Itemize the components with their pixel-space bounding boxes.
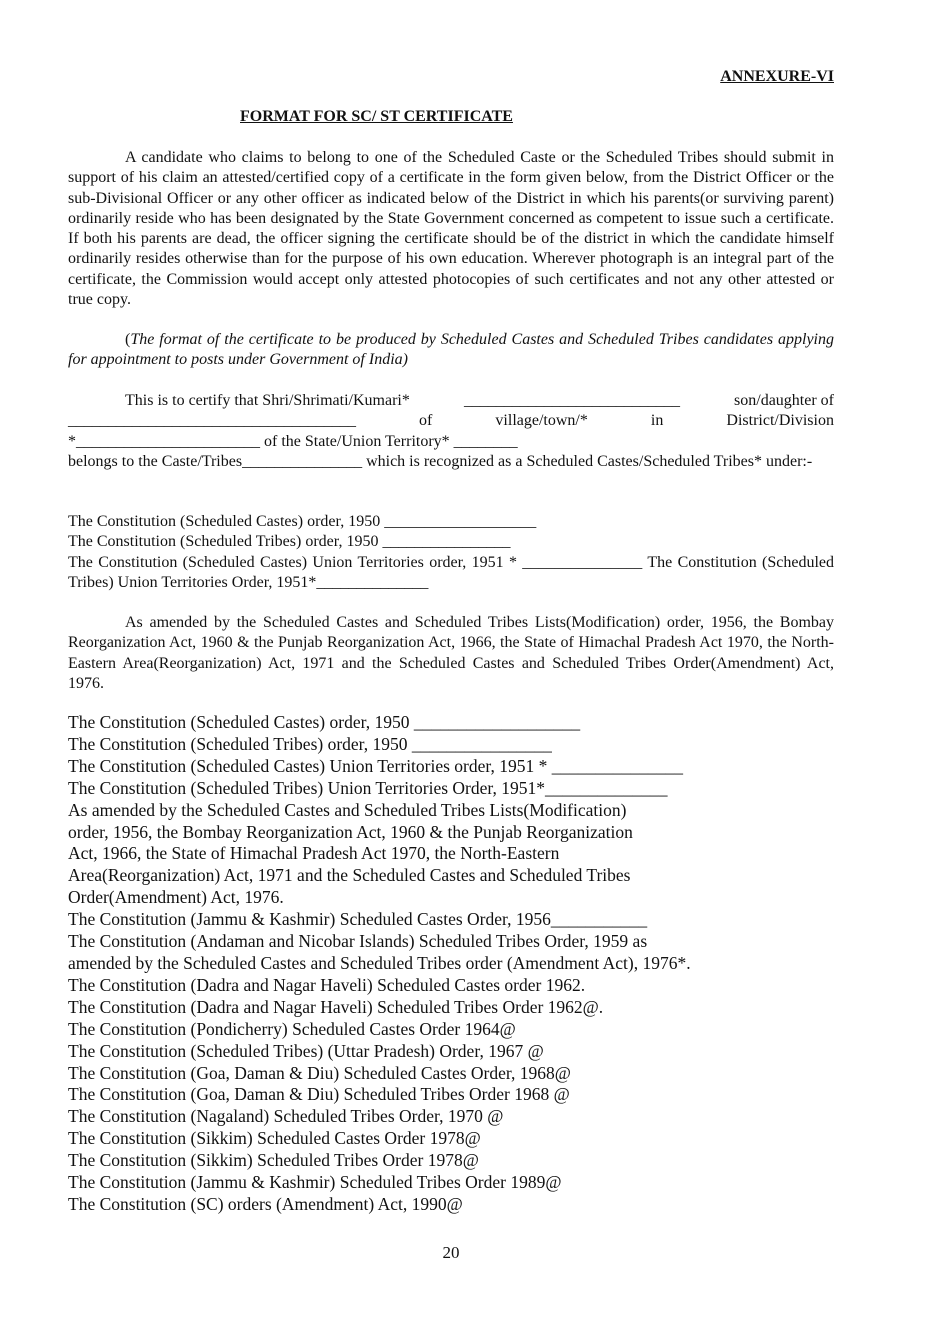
son-daughter-label: son/daughter of [734,392,834,409]
name-blank: ___________________________ [463,392,680,409]
order-small-2: The Constitution (Scheduled Tribes) order, 1950 ________________ [68,533,511,551]
list-item: The Constitution (Dadra and Nagar Haveli) Scheduled Castes order 1962. [68,974,586,995]
list-item: The Constitution (Goa, Daman & Diu) Scheduled Tribes Order 1968 @ [68,1084,570,1105]
page-number: 20 [442,1243,460,1262]
certify-block [68,391,834,472]
village-label: village/town/* [495,412,588,430]
of-label: of [419,412,433,430]
list-item: The Constitution (Nagaland) Scheduled Tribes Order, 1970 @ [68,1106,504,1127]
list-item: order, 1956, the Bombay Reorganization Act, 1960 & the Punjab Reorganization [68,821,633,842]
intro-text: A candidate who claims to belong to one of the Scheduled Caste or the Scheduled Tribes should submit in support of his claim an attested/certified copy of a certificate in the form given below, from the District Officer or the sub-Divisional Officer or any other officer as indicated below of the District in which his parents(or surviving parent) ordinarily reside who has been designated by the State Government concerned as competent to issue such a certificate. If both his parents are dead, the officer signing the certificate should be of the district in which the candidate himself ordinarily resides otherwise than for the purpose of his own education. Wherever photograph is an integral part of the certificate, the Commission would accept only attested photocopies of such certificates and not any other attested or true copy. [68,149,834,309]
format-note [68,330,834,371]
format-note-italic: The format of the certificate to be produced by Scheduled Castes and Scheduled Tribes candidates applying for appointment to posts under Government of India) [68,331,834,369]
list-item: The Constitution (Sikkim) Scheduled Castes Order 1978@ [68,1128,481,1149]
list-item: Act, 1966, the State of Himachal Pradesh Act 1970, the North-Eastern [68,843,560,864]
list-item: The Constitution (Goa, Daman & Diu) Scheduled Castes Order, 1968@ [68,1062,571,1083]
orders-large-list [68,712,834,1216]
list-item: Area(Reorganization) Act, 1971 and the Scheduled Castes and Scheduled Tribes [68,865,631,886]
format-note-open: ( [125,331,131,348]
list-item: amended by the Scheduled Castes and Scheduled Tribes order (Amendment Act), 1976*. [68,952,691,973]
list-item: The Constitution (Dadra and Nagar Haveli) Scheduled Tribes Order 1962@. [68,996,604,1017]
certify-line-1 [68,391,834,411]
certify-line-3: *_______________________ of the State/Union Territory* ________ [68,432,518,450]
amended-paragraph [68,613,834,694]
list-item: As amended by the Scheduled Castes and Scheduled Tribes Lists(Modification) [68,799,627,820]
intro-paragraph [68,148,834,310]
list-item: The Constitution (SC) orders (Amendment) Act, 1990@ [68,1193,463,1214]
certify-text-start: This is to certify that Shri/Shrimati/Kumari* [125,392,410,409]
page-title: FORMAT FOR SC/ ST CERTIFICATE [240,108,513,125]
list-item: The Constitution (Scheduled Castes) Union Territories order, 1951 * _______________ [68,755,684,776]
certify-line-4: belongs to the Caste/Tribes_______________ which is recognized as a Scheduled Castes/Scheduled Tribes* under:- [68,452,813,470]
list-item: The Constitution (Scheduled Castes) order, 1950 ___________________ [68,712,581,732]
in-label: in [650,412,664,430]
orders-small-block [68,512,834,593]
order-small-1: The Constitution (Scheduled Castes) order, 1950 ___________________ [68,513,537,530]
annexure-label: ANNEXURE-VI [720,68,834,85]
list-item: The Constitution (Scheduled Tribes) (Uttar Pradesh) Order, 1967 @ [68,1040,544,1061]
list-item: The Constitution (Jammu & Kashmir) Scheduled Tribes Order 1989@ [68,1172,562,1193]
list-item: The Constitution (Sikkim) Scheduled Tribes Order 1978@ [68,1150,479,1171]
parent-blank: ____________________________________ [68,412,356,430]
certify-line-2 [68,411,834,431]
district-label: District/Division [726,412,834,430]
list-item: The Constitution (Jammu & Kashmir) Scheduled Castes Order, 1956___________ [68,909,648,930]
list-item: The Constitution (Andaman and Nicobar Islands) Scheduled Tribes Order, 1959 as [68,931,648,952]
order-small-3: The Constitution (Scheduled Castes) Union Territories order, 1951 * _______________ The Constitution (Scheduled Tribes) Union Territories Order, 1951*______________ [68,553,834,591]
list-item: The Constitution (Scheduled Tribes) order, 1950 ________________ [68,733,552,754]
list-item: The Constitution (Scheduled Tribes) Union Territories Order, 1951*______________ [68,777,668,798]
list-item: The Constitution (Pondicherry) Scheduled Castes Order 1964@ [68,1018,516,1039]
amended-text: As amended by the Scheduled Castes and Scheduled Tribes Lists(Modification) order, 1956, the Bombay Reorganization Act, 1960 & the Punjab Reorganization Act, 1966, the State of Himachal Pradesh Act 1970, the North-Eastern Area(Reorganization) Act, 1971 and the Scheduled Castes and Scheduled Tribes Order(Amendment) Act, 1976. [68,614,834,692]
list-item: Order(Amendment) Act, 1976. [68,887,284,908]
